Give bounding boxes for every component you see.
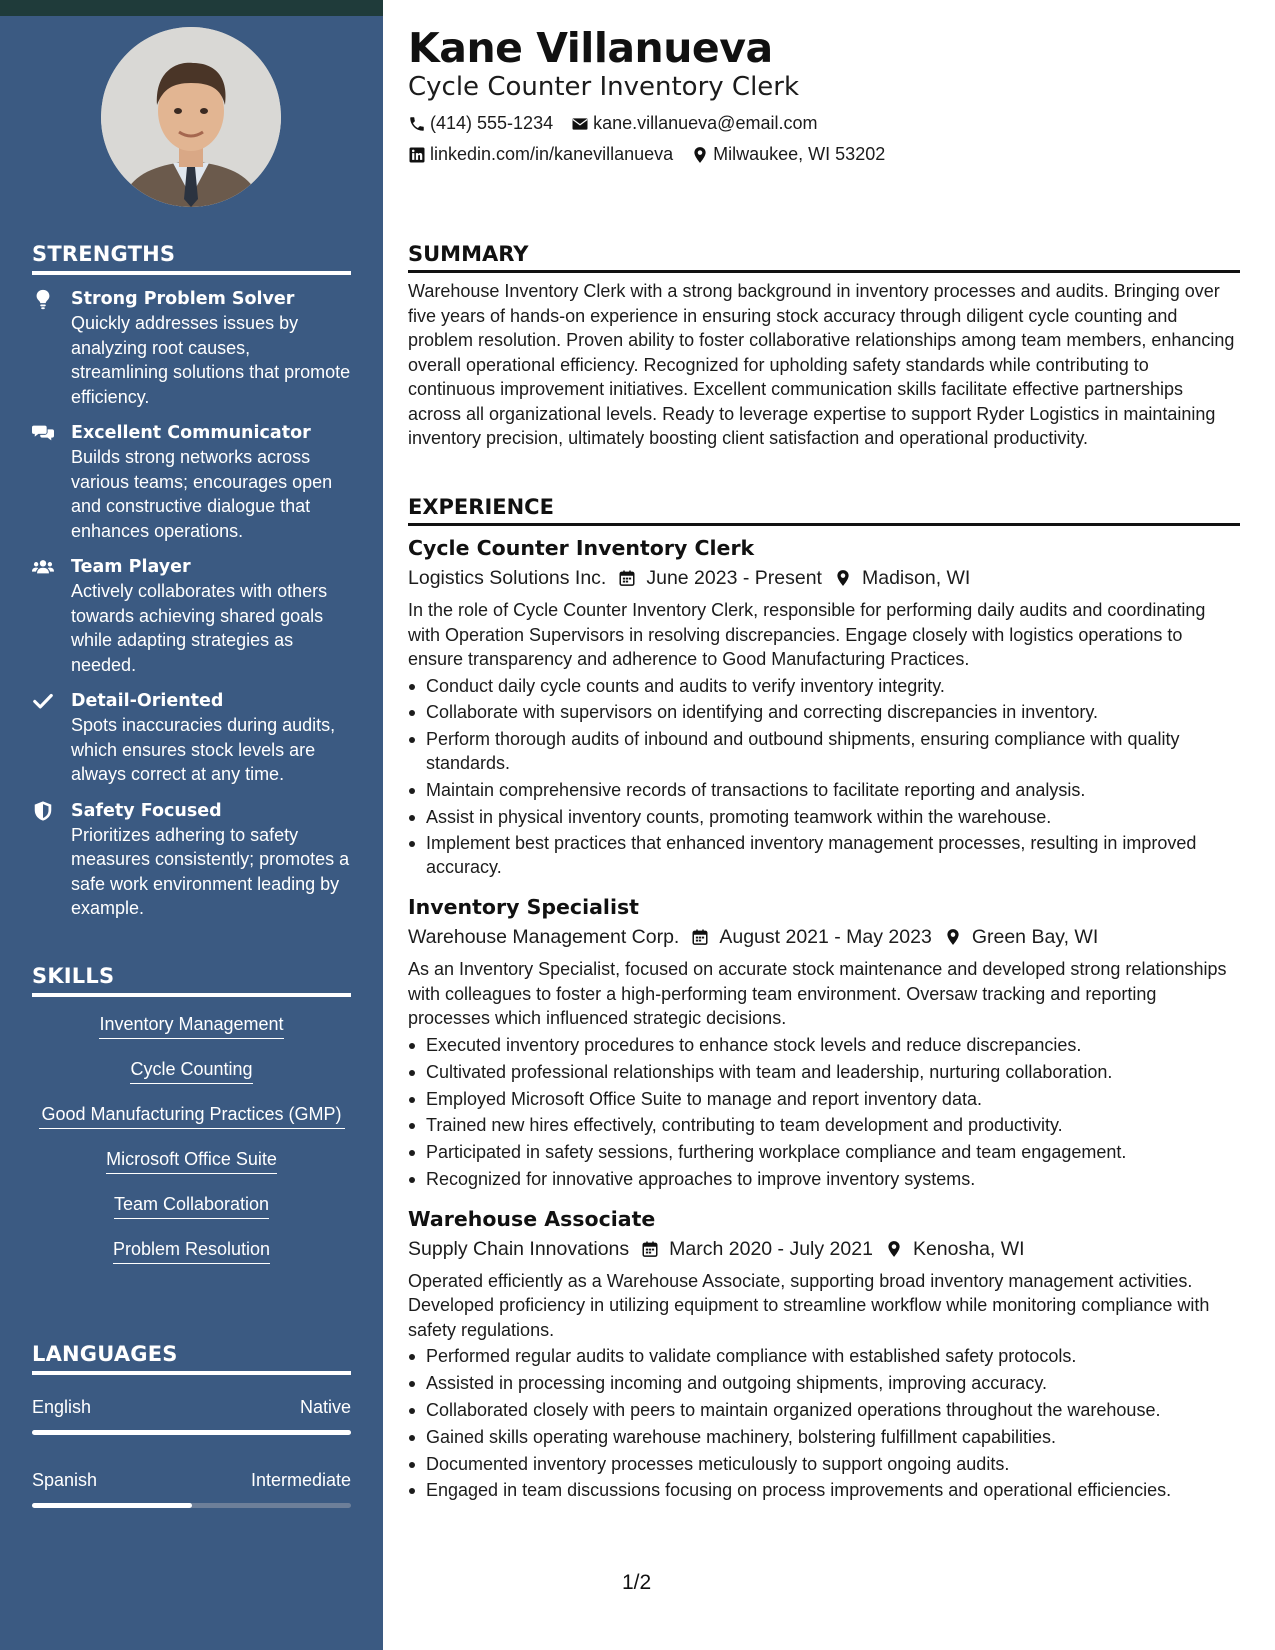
job-bullet: Participated in safety sessions, furthering workplace compliance and team engagement. bbox=[408, 1140, 1240, 1164]
linkedin-icon bbox=[408, 146, 426, 164]
sidebar-top-bar bbox=[0, 0, 383, 16]
shield-icon bbox=[32, 800, 54, 822]
job-bullet: Recognized for innovative approaches to improve inventory systems. bbox=[408, 1167, 1240, 1191]
strength-title: Excellent Communicator bbox=[71, 423, 311, 443]
job-title: Inventory Specialist bbox=[408, 895, 639, 920]
map-pin-icon bbox=[834, 569, 852, 587]
language-proficiency-fill bbox=[32, 1503, 192, 1508]
skill-tag: Team Collaboration bbox=[114, 1192, 269, 1219]
strength-title: Strong Problem Solver bbox=[71, 289, 295, 309]
job-bullets bbox=[408, 1033, 1240, 1191]
language-name: Spanish bbox=[32, 1470, 98, 1490]
sidebar bbox=[0, 0, 383, 1650]
strength-title: Team Player bbox=[71, 557, 191, 577]
skills-section bbox=[32, 964, 351, 1264]
contact-linkedin bbox=[408, 144, 673, 165]
experience-section bbox=[408, 495, 1240, 1505]
language-proficiency-fill bbox=[32, 1430, 351, 1435]
language-level: Native bbox=[299, 1397, 351, 1417]
phone-icon bbox=[408, 115, 426, 133]
language-proficiency-bar bbox=[32, 1503, 351, 1508]
linkedin-text[interactable]: linkedin.com/in/kanevillanueva bbox=[430, 144, 674, 164]
strength-description: Quickly addresses issues by analyzing root causes, streamlining solutions that promote efficiency. bbox=[71, 313, 351, 407]
envelope-icon bbox=[571, 115, 589, 133]
avatar bbox=[101, 27, 281, 207]
job-company: Warehouse Management Corp. bbox=[408, 926, 680, 949]
job-bullet: Assisted in processing incoming and outgoing shipments, improving accuracy. bbox=[408, 1371, 1240, 1395]
job-company: Supply Chain Innovations bbox=[408, 1237, 630, 1260]
job-bullet: Assist in physical inventory counts, promoting teamwork within the warehouse. bbox=[408, 805, 1240, 829]
strength-title: Detail-Oriented bbox=[71, 691, 224, 711]
check-icon bbox=[32, 690, 54, 712]
job-bullet: Collaborated closely with peers to maintain organized operations throughout the warehouse. bbox=[408, 1398, 1240, 1422]
candidate-title: Cycle Counter Inventory Clerk bbox=[408, 72, 800, 102]
skill-tag: Inventory Management bbox=[99, 1012, 283, 1039]
strength-description: Prioritizes adhering to safety measures consistently; promotes a safe work environment leading by example. bbox=[71, 824, 350, 918]
contact-row-2 bbox=[408, 144, 903, 165]
languages-heading: LANGUAGES bbox=[32, 1342, 351, 1375]
job-dates: August 2021 - May 2023 bbox=[719, 926, 932, 949]
languages-section bbox=[32, 1342, 351, 1508]
calendar-icon bbox=[691, 928, 709, 946]
skill-tag: Good Manufacturing Practices (GMP) bbox=[39, 1102, 345, 1129]
page-number: 1/2 bbox=[622, 1571, 652, 1594]
job-bullet: Trained new hires effectively, contributing to team development and productivity. bbox=[408, 1113, 1240, 1137]
job-bullet: Performed regular audits to validate compliance with established safety protocols. bbox=[408, 1344, 1240, 1368]
email-text[interactable]: kane.villanueva@email.com bbox=[593, 113, 818, 133]
summary-heading: SUMMARY bbox=[408, 242, 1240, 273]
job-bullet: Documented inventory processes meticulously to support ongoing audits. bbox=[408, 1452, 1240, 1476]
strength-item bbox=[32, 799, 351, 921]
skill-tag: Problem Resolution bbox=[113, 1237, 270, 1264]
phone-text[interactable]: (414) 555-1234 bbox=[430, 113, 554, 133]
job-entry bbox=[408, 893, 1240, 1190]
job-summary: As an Inventory Specialist, focused on accurate stock maintenance and developed strong relationships with colleagues to foster a high-performing team environment. Oversaw tracking and reporting processes which influenced strategic decisions. bbox=[408, 959, 1227, 1029]
map-pin-icon bbox=[944, 928, 962, 946]
strength-description: Builds strong networks across various teams; encourages open and constructive dialogue that enhances operations. bbox=[71, 447, 333, 541]
job-bullet: Cultivated professional relationships with team and leadership, nurturing collaboration. bbox=[408, 1060, 1240, 1084]
skill-tag: Cycle Counting bbox=[130, 1057, 252, 1084]
strength-description: Spots inaccuracies during audits, which ensures stock levels are always correct at any time. bbox=[71, 715, 336, 784]
skills-list bbox=[32, 1012, 351, 1264]
summary-section bbox=[408, 242, 1240, 451]
job-bullets bbox=[408, 1344, 1240, 1502]
summary-text: Warehouse Inventory Clerk with a strong background in inventory processes and audits. Bringing over five years of hands-on experience in ensuring stock accuracy through diligent cycle counting and problem resolution. Proven ability to foster collaborative relationships among team members, enhancing overall operational efficiency. Recognized for upholding safety standards while contributing to continuous improvement initiatives. Excellent communication skills facilitate effective partnerships across all organizational levels. Ready to leverage expertise to support Ryder Logistics in maintaining inventory precision, ultimately boosting client satisfaction and operational productivity. bbox=[408, 281, 1235, 448]
job-bullet: Collaborate with supervisors on identifying and correcting discrepancies in inventory. bbox=[408, 700, 1240, 724]
job-bullet: Conduct daily cycle counts and audits to verify inventory integrity. bbox=[408, 674, 1240, 698]
strength-item bbox=[32, 555, 351, 677]
job-title: Cycle Counter Inventory Clerk bbox=[408, 536, 755, 560]
job-company: Logistics Solutions Inc. bbox=[408, 567, 607, 589]
job-bullet: Perform thorough audits of inbound and outbound shipments, ensuring compliance with quality standards. bbox=[408, 727, 1240, 775]
experience-heading: EXPERIENCE bbox=[408, 495, 1240, 526]
lightbulb-icon bbox=[32, 288, 54, 310]
language-item bbox=[32, 1395, 351, 1435]
job-location: Madison, WI bbox=[861, 567, 971, 589]
job-bullets bbox=[408, 674, 1240, 880]
strength-title: Safety Focused bbox=[71, 800, 222, 821]
job-bullet: Engaged in team discussions focusing on process improvements and operational efficiencies. bbox=[408, 1478, 1240, 1502]
job-location: Kenosha, WI bbox=[912, 1237, 1025, 1260]
candidate-name: Kane Villanueva bbox=[408, 24, 773, 72]
language-name: English bbox=[32, 1397, 92, 1417]
strength-item bbox=[32, 287, 351, 409]
job-summary: In the role of Cycle Counter Inventory Clerk, responsible for performing daily audits and coordinating with Operation Supervisors in resolving discrepancies. Engage closely with logistics operations to ensure transparency and adherence to Good Manufacturing Practices. bbox=[408, 600, 1206, 669]
job-dates: June 2023 - Present bbox=[646, 567, 822, 589]
job-bullet: Gained skills operating warehouse machinery, bolstering fulfillment capabilities. bbox=[408, 1425, 1240, 1449]
language-item bbox=[32, 1468, 351, 1508]
job-location: Green Bay, WI bbox=[971, 926, 1099, 949]
job-bullet: Executed inventory procedures to enhance stock levels and reduce discrepancies. bbox=[408, 1033, 1240, 1057]
calendar-icon bbox=[641, 1240, 659, 1258]
job-dates: March 2020 - July 2021 bbox=[669, 1237, 873, 1260]
job-entry bbox=[408, 1205, 1240, 1502]
job-meta bbox=[408, 923, 1240, 951]
strengths-heading: STRENGTHS bbox=[32, 242, 351, 275]
map-pin-icon bbox=[885, 1240, 903, 1258]
comments-icon bbox=[32, 422, 54, 444]
language-level: Intermediate bbox=[250, 1470, 351, 1490]
strengths-section bbox=[32, 242, 351, 921]
strength-item bbox=[32, 421, 351, 543]
job-meta bbox=[408, 1235, 1240, 1263]
job-bullet: Employed Microsoft Office Suite to manage and report inventory data. bbox=[408, 1087, 1240, 1111]
job-entry bbox=[408, 534, 1240, 879]
contact-location bbox=[691, 144, 885, 165]
location-text: Milwaukee, WI 53202 bbox=[713, 144, 886, 164]
contact-email bbox=[571, 113, 817, 134]
job-bullet: Implement best practices that enhanced inventory management processes, resulting in improved accuracy. bbox=[408, 831, 1240, 879]
job-meta bbox=[408, 564, 1240, 592]
calendar-icon bbox=[618, 569, 636, 587]
map-pin-icon bbox=[691, 146, 709, 164]
skill-tag: Microsoft Office Suite bbox=[106, 1147, 277, 1174]
contact-phone bbox=[408, 113, 553, 134]
job-bullet: Maintain comprehensive records of transactions to facilitate reporting and analysis. bbox=[408, 778, 1240, 802]
strength-description: Actively collaborates with others towards achieving shared goals while adapting strategies as needed. bbox=[71, 581, 328, 675]
profile-photo bbox=[101, 27, 281, 207]
job-title: Warehouse Associate bbox=[408, 1206, 656, 1231]
skills-heading: SKILLS bbox=[32, 964, 351, 997]
contact-row bbox=[408, 113, 835, 134]
job-summary: Operated efficiently as a Warehouse Associate, supporting broad inventory management activities. Developed proficiency in utilizing equipment to streamline workflow while monitoring compliance with safety regulations. bbox=[408, 1270, 1210, 1340]
users-icon bbox=[32, 556, 54, 578]
strength-item bbox=[32, 689, 351, 787]
language-proficiency-bar bbox=[32, 1430, 351, 1435]
